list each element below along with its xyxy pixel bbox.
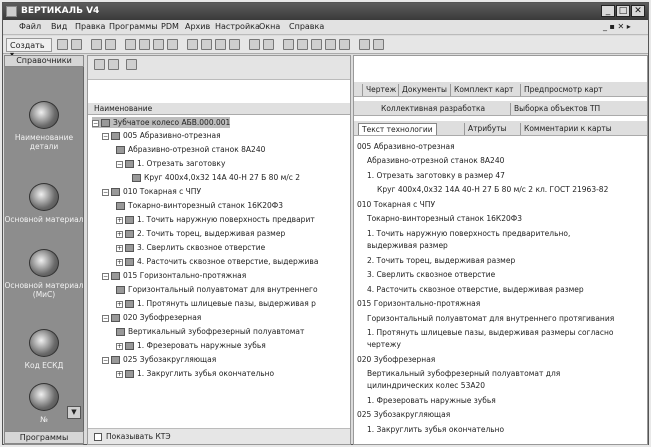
- tree-row-tool[interactable]: [132, 172, 300, 183]
- insert-icon[interactable]: [249, 39, 260, 50]
- tree-row-label: Токарно-винторезный станок 16К20Ф3: [128, 201, 283, 210]
- part-icon: [101, 119, 110, 127]
- menu-bar: [3, 20, 648, 35]
- tech-text-line: 4. Расточить сквозное отверстие, выдерживая размер: [367, 285, 584, 294]
- collapse-icon[interactable]: −: [93, 119, 99, 127]
- tech-text-line: Круг 400х4,0х32 14А 40-Н 27 Б 80 м/с 2 кл. ГОСТ 21963-82: [377, 185, 609, 194]
- tab-card-set[interactable]: Комплект карт: [450, 84, 516, 96]
- tree-row-label: 005 Абразивно-отрезная: [123, 131, 221, 140]
- tree-row-step[interactable]: [116, 158, 225, 169]
- tree-row-step[interactable]: [116, 256, 318, 267]
- tree-row-step[interactable]: [116, 214, 315, 225]
- menu-help[interactable]: Справка: [289, 22, 325, 31]
- collapse-icon[interactable]: −: [103, 132, 109, 140]
- tech-text-line: цилиндрических колес 53А20: [367, 381, 486, 390]
- tree-row-label: Вертикальный зубофрезерный полуавтомат: [128, 327, 305, 336]
- help-icon[interactable]: [215, 39, 226, 50]
- menu-file[interactable]: Файл: [19, 22, 42, 31]
- tab-row-1: [354, 82, 647, 97]
- ref-item-label: Основной материал (МиС): [4, 281, 84, 299]
- new-page-icon[interactable]: [91, 39, 102, 50]
- expand-icon[interactable]: +: [117, 244, 123, 252]
- tree-grid-icon[interactable]: [94, 59, 105, 70]
- tree-column-header[interactable]: Наименование: [88, 103, 350, 115]
- ref-item-label: Наименование детали: [14, 133, 74, 151]
- title-bar: [3, 3, 648, 20]
- expand-icon[interactable]: +: [117, 230, 123, 238]
- operation-icon: [111, 314, 120, 322]
- show-kte-label: Показывать КТЭ: [106, 432, 171, 441]
- tech-text-line: 020 Зубофрезерная: [357, 355, 436, 364]
- expand-icon[interactable]: +: [117, 258, 123, 266]
- collapse-icon[interactable]: −: [117, 160, 123, 168]
- chart-icon[interactable]: [325, 39, 336, 50]
- tab-drawing[interactable]: Чертеж: [362, 84, 399, 96]
- copy-icon[interactable]: [139, 39, 150, 50]
- tree-row-label: 1. Закруглить зубья окончательно: [137, 369, 275, 378]
- close-button[interactable]: ✕: [631, 5, 645, 17]
- expand-icon[interactable]: +: [117, 342, 123, 350]
- tree-row-operation[interactable]: [102, 130, 221, 141]
- ref-item-main-material-mis[interactable]: [4, 249, 84, 299]
- ref-item-label: Основной материал: [4, 215, 84, 224]
- tree-row-step[interactable]: [116, 368, 274, 379]
- tab-card-comments[interactable]: Комментарии к карты: [520, 123, 615, 135]
- create-button[interactable]: Создать: [6, 38, 52, 52]
- ref-item-label: №: [40, 415, 48, 424]
- expand-icon[interactable]: +: [117, 216, 123, 224]
- tech-text-line: Абразивно-отрезной станок 8А240: [367, 156, 505, 165]
- expand-icon[interactable]: +: [117, 300, 123, 308]
- tech-text-line: Токарно-винторезный станок 16К20Ф3: [367, 214, 522, 223]
- tree-row-label: 1. Протянуть шлицевые пазы, выдерживая р: [137, 299, 316, 308]
- tech-text-line: 2. Точить торец, выдерживая размер: [367, 256, 516, 265]
- tech-text-line: 010 Токарная с ЧПУ: [357, 200, 436, 209]
- tech-text-line: 1. Отрезать заготовку в размер 47: [367, 171, 505, 180]
- operation-icon: [111, 188, 120, 196]
- print-icon[interactable]: [167, 39, 178, 50]
- step-icon: [125, 370, 134, 378]
- tree-row-operation[interactable]: [102, 186, 201, 197]
- tree-row-label: 3. Сверлить сквозное отверстие: [137, 243, 266, 252]
- step-icon: [125, 160, 134, 168]
- ref-item-eskd-code[interactable]: [4, 329, 84, 370]
- gear-icon: [29, 383, 59, 411]
- tree-row-label: Круг 400х4,0х32 14А 40-Н 27 Б 80 м/с 2: [144, 173, 301, 182]
- tech-text-line: Горизонтальный полуавтомат для внутреннего протягивания: [367, 314, 615, 323]
- open-folder-icon[interactable]: [105, 39, 116, 50]
- machine-icon: [116, 328, 125, 336]
- tree-row-label: 015 Горизонтально-протяжная: [123, 271, 247, 280]
- tech-text-line: Вертикальный зубофрезерный полуавтомат для: [367, 369, 561, 378]
- gear-icon: [29, 183, 59, 211]
- operation-icon: [111, 356, 120, 364]
- tech-text-line: чертежу: [367, 340, 401, 349]
- collapse-icon[interactable]: −: [103, 188, 109, 196]
- undo-icon[interactable]: [187, 39, 198, 50]
- menu-pdm[interactable]: PDM: [161, 22, 179, 31]
- checkbox-icon[interactable]: [94, 433, 102, 441]
- menu-edit[interactable]: Правка: [75, 22, 106, 31]
- step-icon: [125, 342, 134, 350]
- expand-icon[interactable]: +: [117, 370, 123, 378]
- tree-row-operation[interactable]: [102, 270, 246, 281]
- tree-row-label: 2. Точить торец, выдерживая размер: [137, 229, 286, 238]
- collapse-icon[interactable]: −: [103, 356, 109, 364]
- window-title: ВЕРТИКАЛЬ V4: [21, 6, 100, 16]
- tab-collaborative[interactable]: Коллективная разработка: [381, 104, 486, 113]
- tech-text-line: 025 Зубозакругляющая: [357, 410, 451, 419]
- scroll-down-icon[interactable]: ▼: [67, 406, 81, 419]
- operation-icon: [111, 272, 120, 280]
- export-icon[interactable]: [339, 39, 350, 50]
- step-icon: [125, 300, 134, 308]
- menu-windows[interactable]: Окна: [259, 22, 281, 31]
- tab-row-3: [354, 121, 647, 136]
- tab-tech-text[interactable]: Текст технологии: [358, 123, 437, 135]
- tree-row-step[interactable]: [116, 298, 316, 309]
- tab-tp-selection[interactable]: Выборка объектов ТП: [510, 103, 603, 115]
- gear-icon: [29, 329, 59, 357]
- machine-icon: [116, 286, 125, 294]
- operation-icon: [111, 132, 120, 140]
- show-kte-toggle[interactable]: [88, 428, 350, 444]
- tech-text-line: 1. Закруглить зубья окончательно: [367, 425, 505, 434]
- tree-row-label: 020 Зубофрезерная: [123, 313, 202, 322]
- tree-row-label: Зубчатое колесо АБВ.000.001: [113, 118, 231, 127]
- menu-view[interactable]: Вид: [51, 22, 68, 31]
- save-icon[interactable]: [57, 39, 68, 50]
- collapse-icon[interactable]: −: [103, 314, 109, 322]
- collapse-icon[interactable]: −: [103, 272, 109, 280]
- cut-icon[interactable]: [125, 39, 136, 50]
- tree-row-label: Абразивно-отрезной станок 8А240: [128, 145, 266, 154]
- tree-list-icon[interactable]: [108, 59, 119, 70]
- list-icon[interactable]: [297, 39, 308, 50]
- tree-row-step[interactable]: [116, 228, 285, 239]
- layout-icon[interactable]: [283, 39, 294, 50]
- tree-row-label: 1. Точить наружную поверхность предварит: [137, 215, 315, 224]
- tree-row-step[interactable]: [116, 340, 266, 351]
- save-all-icon[interactable]: [71, 39, 82, 50]
- reference-panel: [4, 55, 84, 445]
- tab-documents[interactable]: Документы: [398, 84, 450, 96]
- menu-settings[interactable]: Настройка: [215, 22, 260, 31]
- tree-row-label: 025 Зубозакругляющая: [123, 355, 217, 364]
- tech-text-line: 005 Абразивно-отрезная: [357, 142, 455, 151]
- tab-row-2: [354, 101, 647, 116]
- tree-row-equipment[interactable]: [116, 200, 283, 211]
- app-icon: [6, 6, 17, 17]
- tree-row-equipment[interactable]: [116, 326, 304, 337]
- gear-icon: [29, 249, 59, 277]
- tree-row-operation[interactable]: [102, 354, 216, 365]
- step-icon: [125, 258, 134, 266]
- panel-icon[interactable]: [311, 39, 322, 50]
- mdi-controls[interactable]: _ ▪ ✕ ▸: [603, 22, 631, 31]
- tech-text-line: 015 Горизонтально-протяжная: [357, 299, 481, 308]
- tree-row-label: Горизонтальный полуавтомат для внутреннего: [128, 285, 318, 294]
- machine-icon: [116, 202, 125, 210]
- tech-text-line: 3. Сверлить сквозное отверстие: [367, 270, 496, 279]
- ref-item-part-name[interactable]: [4, 101, 84, 151]
- details-panel: [353, 55, 648, 445]
- menu-programs[interactable]: Программы: [109, 22, 158, 31]
- find-icon[interactable]: [229, 39, 240, 50]
- step-icon: [125, 230, 134, 238]
- tab-attributes[interactable]: Атрибуты: [464, 123, 510, 135]
- maximize-button[interactable]: □: [616, 5, 630, 17]
- tech-process-tree-panel: [87, 55, 351, 445]
- menu-archive[interactable]: Архив: [185, 22, 211, 31]
- tech-text-line: выдерживая размер: [367, 241, 448, 250]
- tech-text-line: 1. Точить наружную поверхность предварительно,: [367, 229, 571, 238]
- ref-item-label: Код ЕСКД: [24, 361, 64, 370]
- paste-icon[interactable]: [153, 39, 164, 50]
- tree-row-equipment[interactable]: [116, 144, 265, 155]
- redo-icon[interactable]: [201, 39, 212, 50]
- tree-row-equipment[interactable]: [116, 284, 318, 295]
- reference-panel-header[interactable]: Справочники: [4, 55, 84, 67]
- tech-text-area[interactable]: [357, 140, 643, 442]
- settings-icon[interactable]: [359, 39, 370, 50]
- tree-doc-icon[interactable]: [126, 59, 137, 70]
- tech-text-line: 1. Протянуть шлицевые пазы, выдерживая размеры согласно: [367, 328, 614, 337]
- tree-row-label: 4. Расточить сквозное отверстие, выдержива: [137, 257, 319, 266]
- tree-row-root[interactable]: [92, 117, 230, 128]
- tree-row-label: 1. Отрезать заготовку: [137, 159, 226, 168]
- tree-toolbar: [88, 56, 350, 80]
- programs-panel-button[interactable]: Программы: [4, 431, 84, 444]
- tech-text-line: 1. Фрезеровать наружные зубья: [367, 396, 496, 405]
- tool-icon: [132, 174, 141, 182]
- step-icon: [125, 244, 134, 252]
- tree-row-step[interactable]: [116, 242, 265, 253]
- tree-row-label: 1. Фрезеровать наружные зубья: [137, 341, 266, 350]
- tree-row-label: 010 Токарная с ЧПУ: [123, 187, 202, 196]
- minimize-button[interactable]: _: [601, 5, 615, 17]
- main-window: [2, 2, 649, 445]
- tree-row-operation[interactable]: [102, 312, 201, 323]
- ref-item-main-material[interactable]: [4, 183, 84, 224]
- tools-icon[interactable]: [373, 39, 384, 50]
- gear-icon: [29, 101, 59, 129]
- machine-icon: [116, 146, 125, 154]
- table-icon[interactable]: [263, 39, 274, 50]
- main-toolbar: [3, 36, 648, 54]
- step-icon: [125, 216, 134, 224]
- tab-card-preview[interactable]: Предпросмотр карт: [520, 84, 606, 96]
